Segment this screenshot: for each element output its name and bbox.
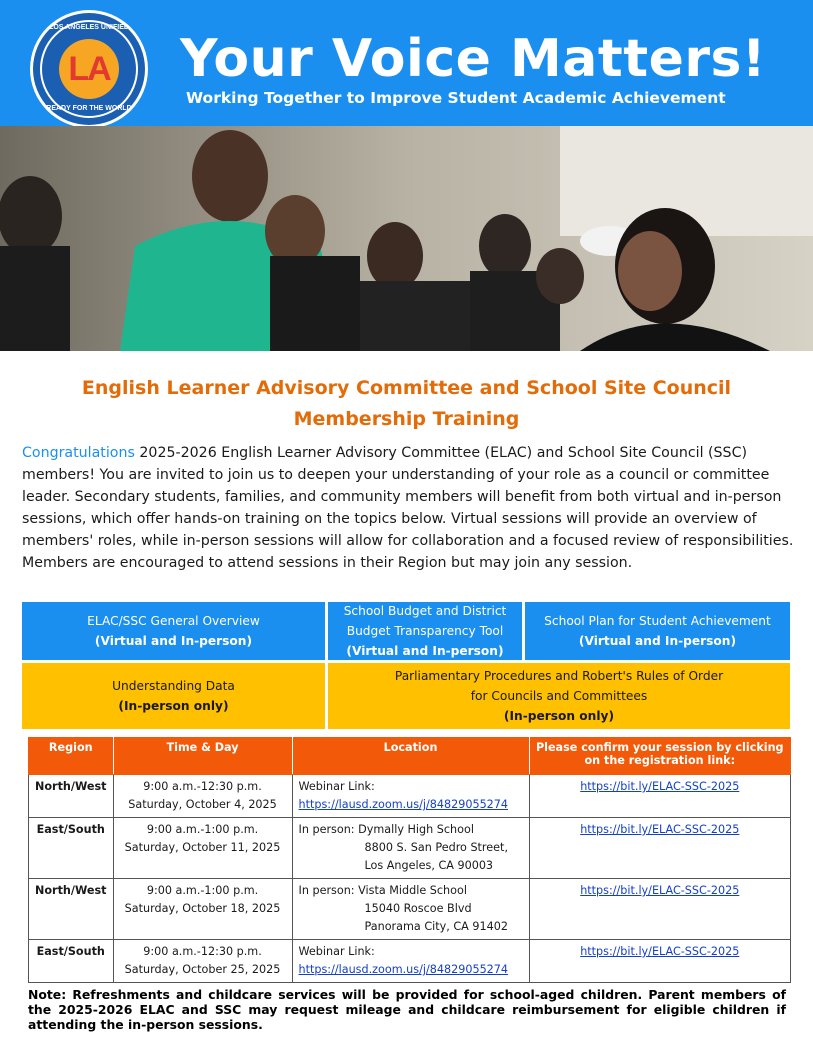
row-registration bbox=[529, 775, 790, 818]
location-line1: Webinar Link: bbox=[298, 780, 375, 793]
row-day: Saturday, October 11, 2025 bbox=[124, 841, 281, 854]
section-title-line2: Membership Training bbox=[293, 408, 520, 430]
topic-name: ELAC/SSC General Overview bbox=[87, 614, 260, 628]
session-schedule-table bbox=[28, 737, 791, 983]
topic-name-line2: Budget Transparency Tool bbox=[346, 624, 504, 638]
table-row bbox=[29, 818, 791, 879]
location-line1: In person: Vista Middle School bbox=[298, 884, 467, 897]
row-registration bbox=[529, 818, 790, 879]
intro-highlight: Congratulations bbox=[22, 445, 135, 461]
row-region: East/South bbox=[29, 818, 114, 879]
topic-parliamentary-procedures bbox=[328, 663, 790, 729]
logo-text-bottom: READY FOR THE WORLD bbox=[46, 105, 132, 112]
row-location bbox=[292, 775, 529, 818]
row-region: North/West bbox=[29, 879, 114, 940]
row-location bbox=[292, 940, 529, 983]
row-time-day bbox=[113, 818, 292, 879]
hero-photo bbox=[0, 126, 813, 351]
topic-name: School Plan for Student Achievement bbox=[544, 614, 771, 628]
topic-name-line2: for Councils and Committees bbox=[470, 689, 648, 703]
row-location bbox=[292, 818, 529, 879]
row-registration bbox=[529, 940, 790, 983]
row-time-day bbox=[113, 940, 292, 983]
topic-general-overview bbox=[22, 602, 325, 660]
topic-mode: (Virtual and In-person) bbox=[346, 644, 504, 658]
logo-monogram: LA bbox=[68, 50, 110, 88]
table-row bbox=[29, 940, 791, 983]
row-day: Saturday, October 18, 2025 bbox=[124, 902, 281, 915]
topic-name-line1: School Budget and District bbox=[343, 604, 507, 618]
webinar-link[interactable]: https://lausd.zoom.us/j/84829055274 bbox=[298, 963, 509, 976]
location-line3: Los Angeles, CA 90003 bbox=[364, 859, 494, 872]
column-header-time: Time & Day bbox=[113, 738, 292, 775]
row-location bbox=[292, 879, 529, 940]
row-registration bbox=[529, 879, 790, 940]
topic-school-plan bbox=[525, 602, 790, 660]
row-day: Saturday, October 4, 2025 bbox=[128, 798, 277, 811]
table-header-row bbox=[29, 738, 791, 775]
hero-photo-illustration bbox=[0, 126, 813, 351]
topic-school-budget bbox=[328, 602, 522, 660]
row-time-day bbox=[113, 775, 292, 818]
location-line1: In person: Dymally High School bbox=[298, 823, 474, 836]
location-line1: Webinar Link: bbox=[298, 945, 375, 958]
location-line2: 8800 S. San Pedro Street, bbox=[364, 841, 508, 854]
row-region: East/South bbox=[29, 940, 114, 983]
row-time: 9:00 a.m.-12:30 p.m. bbox=[143, 945, 262, 958]
location-line2: 15040 Roscoe Blvd bbox=[364, 902, 472, 915]
topic-mode: (In-person only) bbox=[503, 709, 615, 723]
registration-link[interactable]: https://bit.ly/ELAC-SSC-2025 bbox=[580, 945, 740, 958]
lausd-logo bbox=[30, 10, 148, 128]
topic-name-line1: Parliamentary Procedures and Robert's Rules of Order bbox=[394, 669, 724, 683]
registration-link[interactable]: https://bit.ly/ELAC-SSC-2025 bbox=[580, 780, 740, 793]
row-time: 9:00 a.m.-1:00 p.m. bbox=[146, 823, 259, 836]
location-line3: Panorama City, CA 91402 bbox=[364, 920, 508, 933]
webinar-link[interactable]: https://lausd.zoom.us/j/84829055274 bbox=[298, 798, 509, 811]
row-day: Saturday, October 25, 2025 bbox=[124, 963, 281, 976]
row-region: North/West bbox=[29, 775, 114, 818]
row-time: 9:00 a.m.-12:30 p.m. bbox=[143, 780, 262, 793]
intro-text: 2025-2026 English Learner Advisory Committee (ELAC) and School Site Council (SSC) members! You are invited to join us to deepen your understanding of your role as a council or committee leader. Secondary students, families, and community members will benefit from both virtual and in-person sessions, which offer hands-on training on the topics below. Virtual sessions will provide an overview of members' roles, while in-person sessions will allow for collaboration and a focused review of responsibilities. Members are encouraged to attend sessions in their Region but may join any session. bbox=[22, 445, 794, 571]
section-title-line1: English Learner Advisory Committee and School Site Council bbox=[81, 377, 732, 399]
page-subtitle: Working Together to Improve Student Academic Achievement bbox=[186, 89, 726, 107]
column-header-region: Region bbox=[29, 738, 114, 775]
column-header-registration: Please confirm your session by clicking on the registration link: bbox=[529, 738, 790, 775]
topic-name: Understanding Data bbox=[112, 679, 235, 693]
table-row bbox=[29, 775, 791, 818]
logo-text-top: LOS ANGELES UNIFIED bbox=[49, 24, 129, 31]
row-time-day bbox=[113, 879, 292, 940]
header-banner bbox=[0, 0, 813, 126]
registration-link[interactable]: https://bit.ly/ELAC-SSC-2025 bbox=[580, 823, 740, 836]
registration-link[interactable]: https://bit.ly/ELAC-SSC-2025 bbox=[580, 884, 740, 897]
topic-mode: (Virtual and In-person) bbox=[578, 634, 737, 648]
topic-understanding-data bbox=[22, 663, 325, 729]
table-row bbox=[29, 879, 791, 940]
page-title: Your Voice Matters! bbox=[180, 29, 767, 89]
footer-note: Note: Refreshments and childcare services will be provided for school-aged children. Parent members of the 2025-2026 ELAC and SSC may request mileage and childcare reimbursement for eligible children if attending the in-person sessions. bbox=[28, 987, 786, 1032]
topic-mode: (In-person only) bbox=[118, 699, 229, 713]
column-header-location: Location bbox=[292, 738, 529, 775]
intro-paragraph bbox=[22, 442, 797, 574]
row-time: 9:00 a.m.-1:00 p.m. bbox=[146, 884, 259, 897]
topic-mode: (Virtual and In-person) bbox=[94, 634, 253, 648]
